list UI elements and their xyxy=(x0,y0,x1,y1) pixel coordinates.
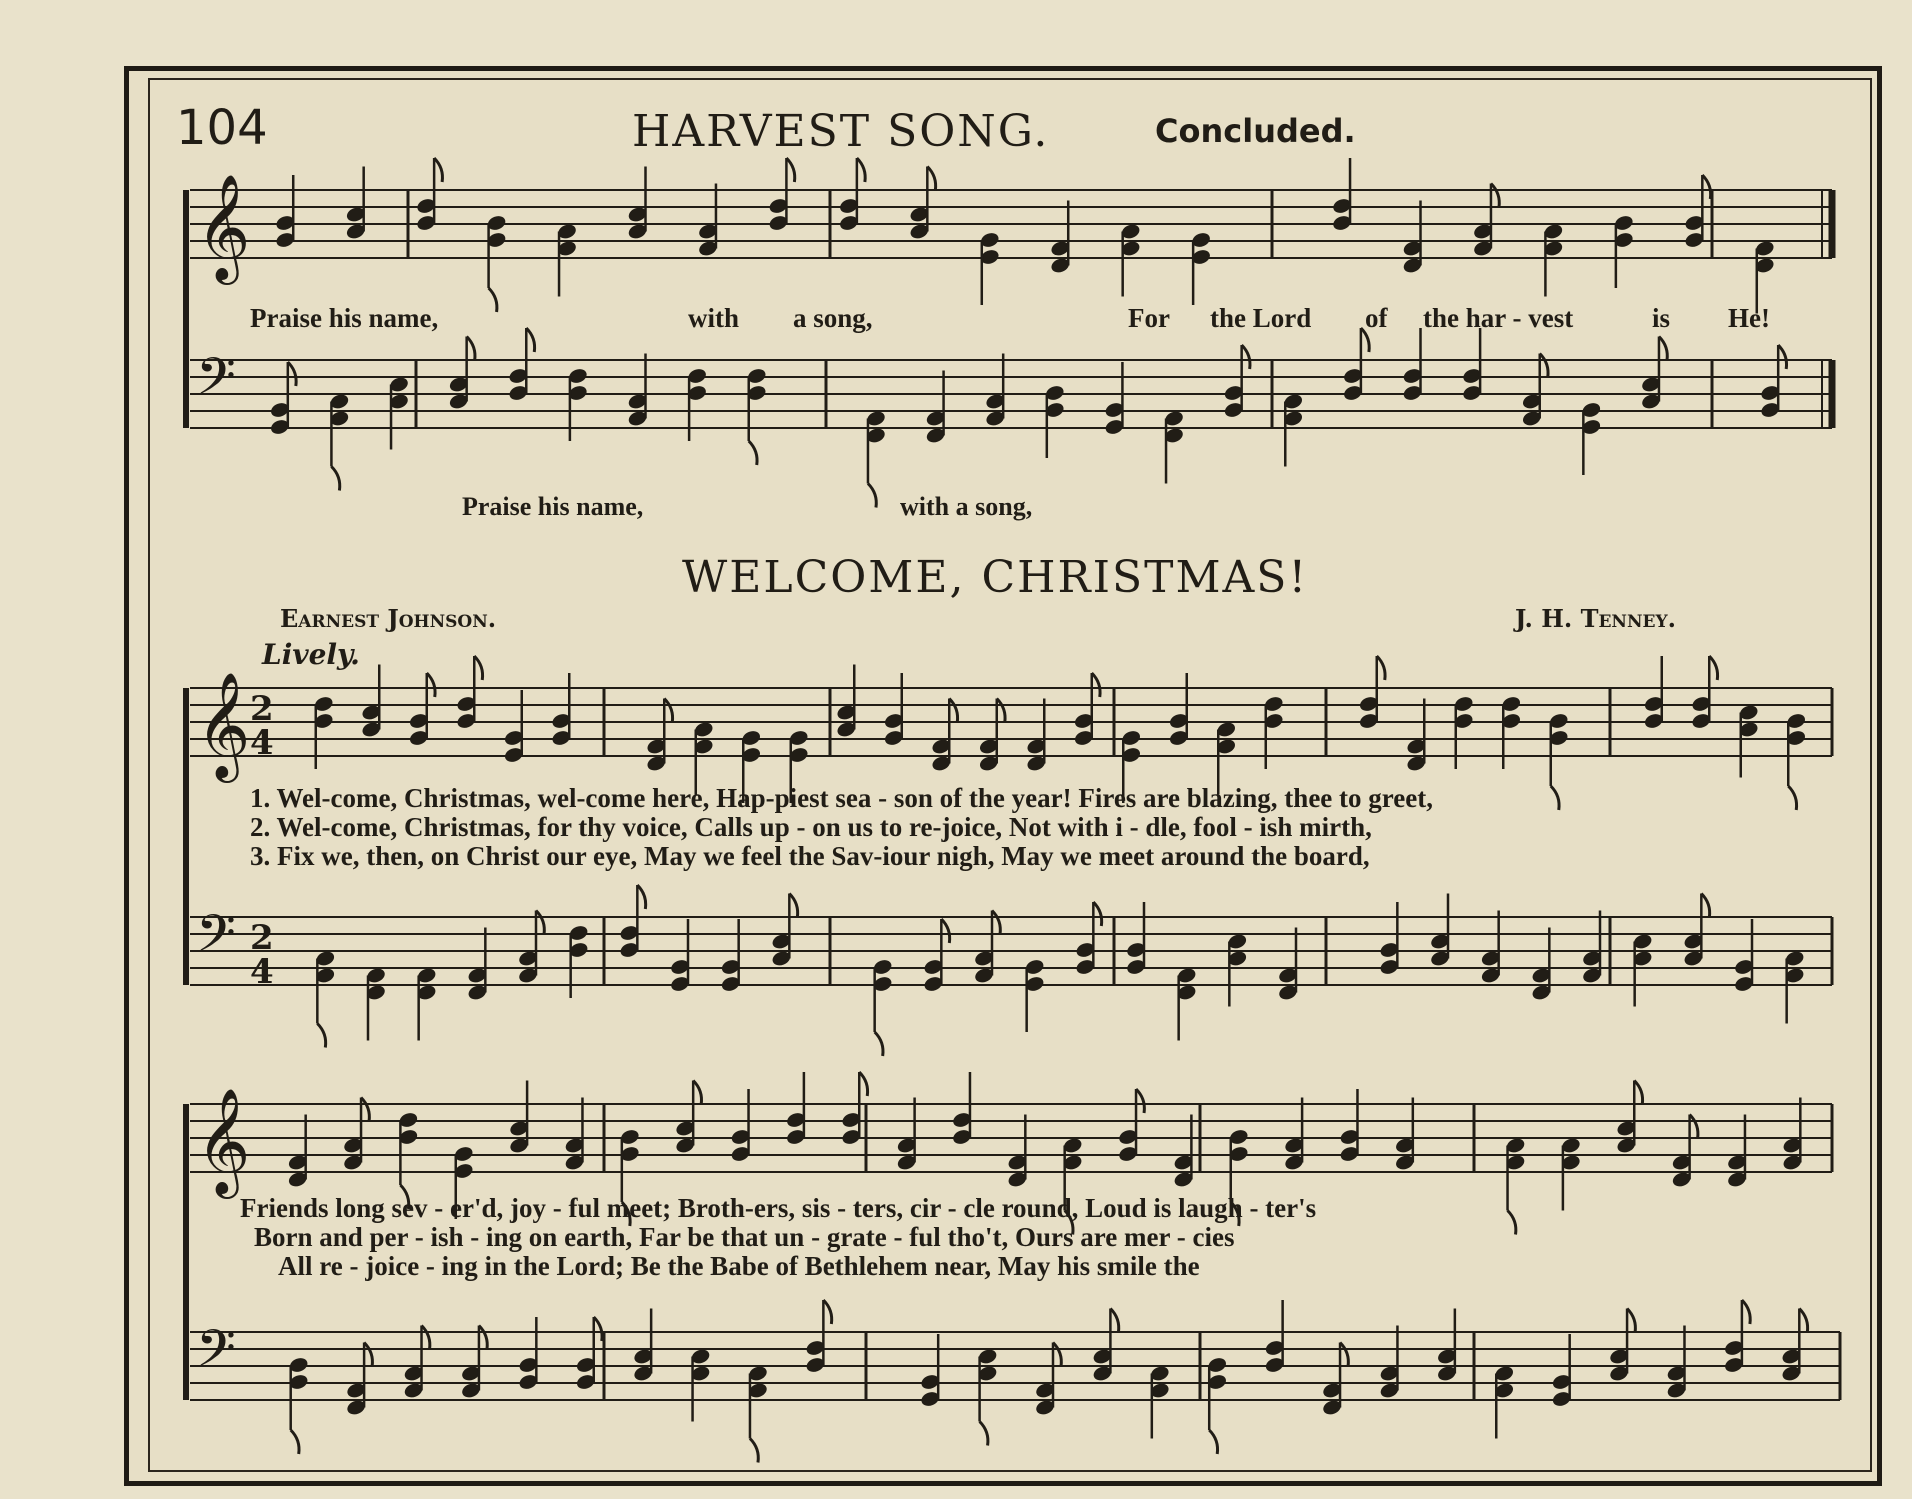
page-number: 104 xyxy=(176,100,268,156)
bass-clef-icon: 𝄢 xyxy=(196,1318,236,1391)
treble-clef-icon: 𝄞 xyxy=(196,671,251,778)
author-credit: Earnest Johnson. xyxy=(280,604,497,633)
note-flag xyxy=(980,1422,988,1446)
note-flag xyxy=(489,288,497,312)
note-flag xyxy=(317,1024,325,1048)
time-signature-top: 2 xyxy=(250,918,274,958)
verse-1-line-2: Friends long sev - er'd, joy - ful meet; Broth-ers, sis - ters, cir - cle round, Loud is laugh - ter's xyxy=(240,1193,1317,1223)
harvest-lyric-9: He! xyxy=(1728,303,1770,333)
harvest-lyric-4: For xyxy=(1128,303,1170,333)
verse-1-line-1: 1. Wel-come, Christmas, wel-come here, Hap-piest sea - son of the year! Fires are blazing, thee to greet, xyxy=(250,783,1433,813)
harvest-lyric-7: the har - vest xyxy=(1423,303,1574,333)
harvest-lyric-8: is xyxy=(1652,303,1671,333)
verse-3-line-1: 3. Fix we, then, on Christ our eye, May we feel the Sav-iour nigh, May we meet around the board, xyxy=(250,841,1370,871)
time-signature-bottom: 4 xyxy=(250,723,274,763)
note-flag xyxy=(750,1439,758,1463)
harvest-lyric-6: of xyxy=(1365,303,1388,333)
harvest-lyric-3: a song, xyxy=(793,303,873,333)
verse-2-line-2: Born and per - ish - ing on earth, Far be that un - grate - ful tho't, Ours are mer - cies xyxy=(254,1222,1235,1252)
note-flag xyxy=(331,467,339,491)
note-flag xyxy=(1788,786,1796,810)
harvest-bass-lyric-2: with a song, xyxy=(900,492,1033,521)
note-flag xyxy=(875,1032,883,1056)
harvest-bass-lyric-1: Praise his name, xyxy=(462,492,644,521)
harvest-lyric-1: Praise his name, xyxy=(250,303,439,333)
verse-3-line-2: All re - joice - ing in the Lord; Be the Babe of Bethlehem near, May his smile the xyxy=(278,1251,1200,1281)
verse-2-line-1: 2. Wel-come, Christmas, for thy voice, Calls up - on us to re-joice, Not with i - dle, fool - ish mirth, xyxy=(250,812,1372,842)
note-flag xyxy=(868,484,876,508)
treble-clef-icon: 𝄞 xyxy=(196,173,251,280)
time-signature-bottom: 4 xyxy=(250,952,274,992)
song-title-welcome: WELCOME, CHRISTMAS! xyxy=(682,552,1309,603)
note-flag xyxy=(1209,1430,1217,1454)
harvest-lyric-2: with xyxy=(688,303,740,333)
tempo-marking: Lively. xyxy=(262,638,360,671)
composer-credit: J. H. Tenney. xyxy=(1515,604,1676,633)
note-flag xyxy=(1551,786,1559,810)
bass-clef-icon: 𝄢 xyxy=(196,346,236,419)
bass-clef-icon: 𝄢 xyxy=(196,903,236,976)
note-flag xyxy=(291,1430,299,1454)
song-subtitle: Concluded. xyxy=(1155,112,1356,150)
treble-clef-icon: 𝄞 xyxy=(196,1087,251,1194)
song-title-harvest: HARVEST SONG. xyxy=(632,106,1050,157)
harvest-lyric-5: the Lord xyxy=(1210,303,1312,333)
note-flag xyxy=(749,441,757,465)
time-signature-top: 2 xyxy=(250,689,274,729)
note-flag xyxy=(1508,1211,1516,1235)
